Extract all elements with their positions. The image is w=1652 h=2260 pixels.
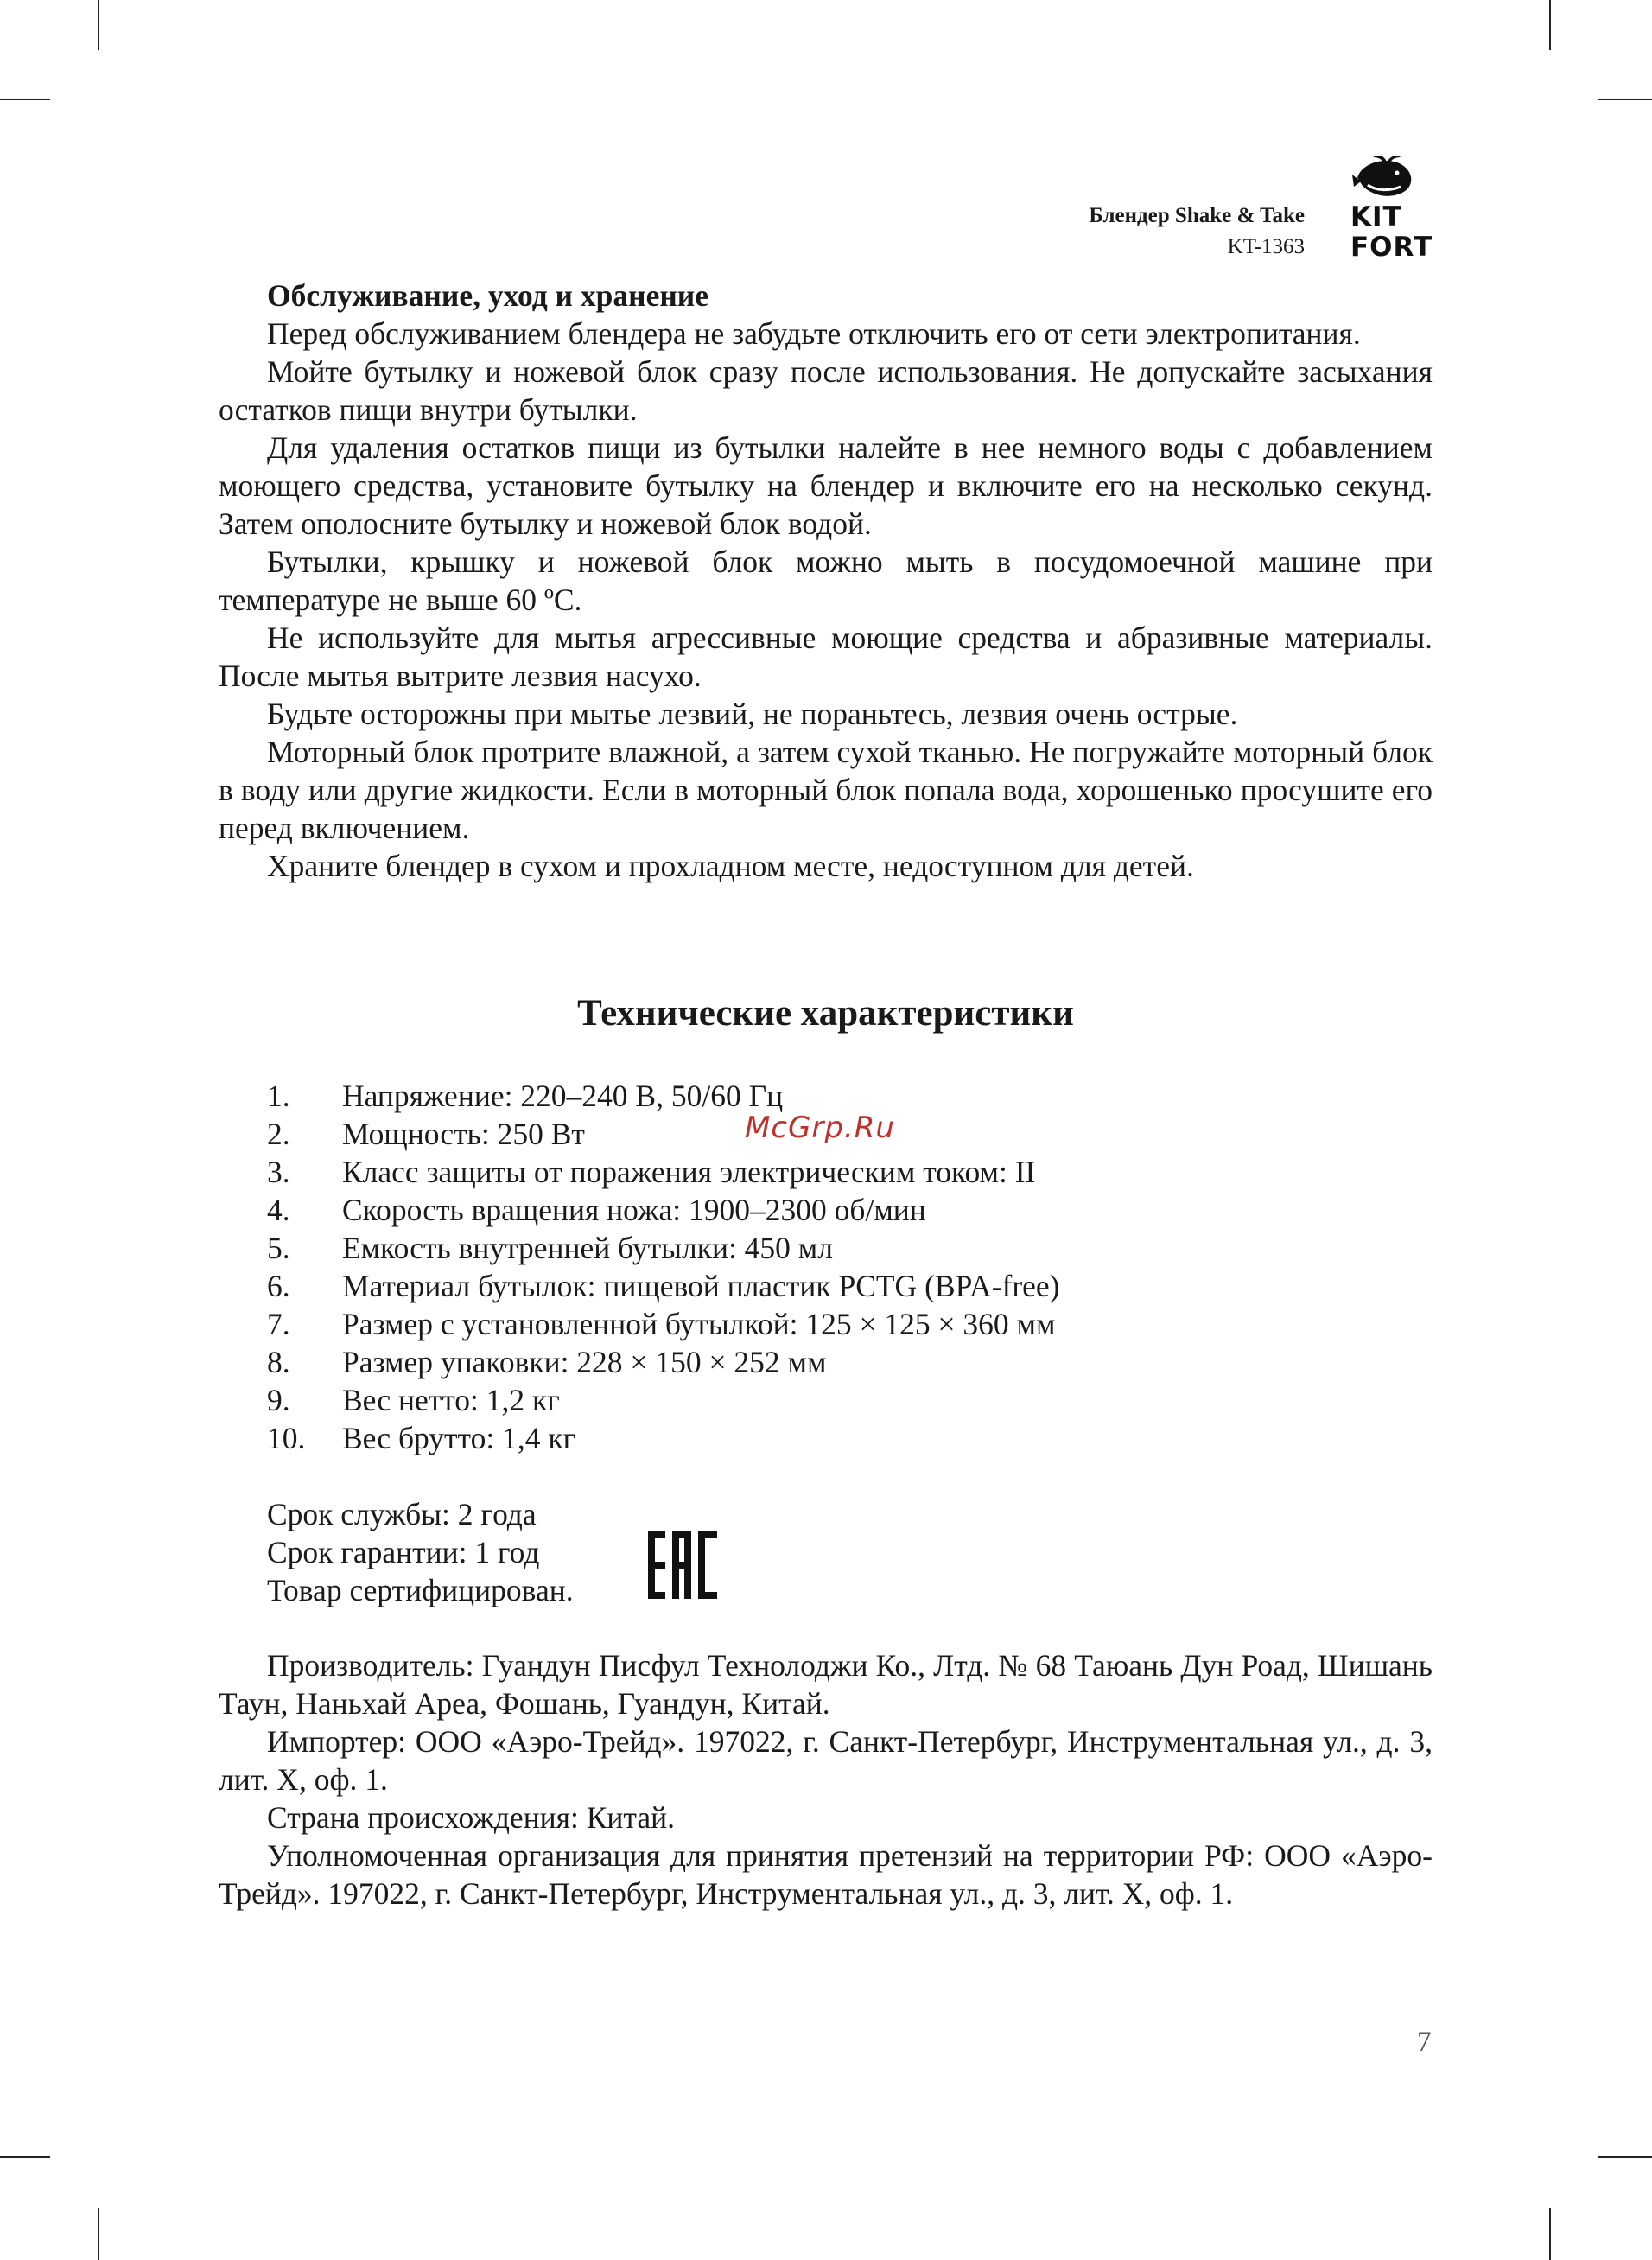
spec-item (267, 1343, 1060, 1381)
spec-item (267, 1305, 1060, 1343)
care-paragraph: Храните блендер в сухом и прохладном месте, недоступном для детей. (267, 849, 1194, 883)
spec-text: Вес брутто: 1,4 кг (342, 1421, 576, 1455)
authorized-org-text: Уполномоченная организация для принятия претензий на территории РФ: ООО «Аэро-Трейд». 197022, г. Санкт-Петербург, Инструментальная ул., д. 3, лит. Х, оф. 1. (219, 1838, 1433, 1911)
spec-text: Емкость внутренней бутылки: 450 мл (342, 1231, 833, 1265)
service-block (267, 1495, 574, 1609)
spec-text: Вес нетто: 1,2 кг (342, 1383, 560, 1417)
care-section (219, 277, 1433, 885)
kitfort-logo (1350, 152, 1437, 261)
importer-text: Импортер: ООО «Аэро-Трейд». 197022, г. Санкт-Петербург, Инструментальная ул., д. 3, лит. Х, оф. 1. (219, 1724, 1433, 1797)
product-model: KT-1363 (1227, 235, 1305, 258)
crop-mark (98, 2208, 99, 2260)
warranty-period: Срок гарантии: 1 год (267, 1535, 540, 1569)
spec-number: 3. (267, 1155, 290, 1189)
eac-certification-icon (646, 1530, 719, 1605)
spec-text: Размер упаковки: 228 × 150 × 252 мм (342, 1345, 827, 1379)
spec-item (267, 1191, 1060, 1229)
crop-mark (0, 2156, 50, 2158)
spec-item (267, 1077, 1060, 1115)
logo-text-kit: KIT (1350, 201, 1402, 232)
spec-text: Размер с установленной бутылкой: 125 × 125 × 360 мм (342, 1307, 1056, 1341)
spec-item (267, 1153, 1060, 1191)
product-title: Блендер Shake & Take (1089, 204, 1305, 227)
certified-note: Товар сертифицирован. (267, 1573, 574, 1607)
spec-number: 2. (267, 1117, 290, 1151)
spec-item (267, 1381, 1060, 1419)
spec-number: 4. (267, 1193, 290, 1227)
spec-number: 1. (267, 1079, 290, 1113)
service-life: Срок службы: 2 года (267, 1497, 537, 1531)
spec-item (267, 1229, 1060, 1267)
spec-text: Скорость вращения ножа: 1900–2300 об/мин (342, 1193, 926, 1227)
spec-number: 7. (267, 1307, 290, 1341)
spec-number: 5. (267, 1231, 290, 1265)
specs-title: Технические характеристики (577, 993, 1074, 1034)
care-paragraph: Бутылки, крышку и ножевой блок можно мыть в посудомоечной машине при температуре не выше 60 ºС. (219, 544, 1433, 617)
spec-text: Класс защиты от поражения электрическим током: II (342, 1155, 1036, 1189)
spec-number: 10. (267, 1421, 306, 1455)
crop-mark (1549, 0, 1551, 50)
care-paragraph: Для удаления остатков пищи из бутылки налейте в нее немного воды с добавлением моющего средства, установите бутылку на блендер и включите его на несколько секунд. Затем ополосните бутылку и ножевой блок водой. (219, 430, 1433, 541)
crop-mark (1549, 2208, 1551, 2260)
crop-mark (1598, 2156, 1652, 2158)
care-paragraph: Моторный блок протрите влажной, а затем сухой тканью. Не погружайте моторный блок в воду или другие жидкости. Если в моторный блок попала вода, хорошенько просушите его перед включением. (219, 735, 1433, 845)
spec-text: Материал бутылок: пищевой пластик PCTG (BPA-free) (342, 1269, 1060, 1303)
page-header (1089, 201, 1305, 263)
care-heading: Обслуживание, уход и хранение (267, 278, 709, 313)
spec-item (267, 1267, 1060, 1305)
spec-text: Напряжение: 220–240 В, 50/60 Гц (342, 1079, 784, 1113)
crop-mark (1598, 99, 1652, 100)
whale-icon (1352, 152, 1418, 201)
care-paragraph: Не используйте для мытья агрессивные моющие средства и абразивные материалы. После мытья вытрите лезвия насухо. (219, 621, 1433, 693)
logo-text-fort: FORT (1350, 232, 1433, 263)
crop-mark (98, 0, 99, 50)
care-paragraph: Перед обслуживанием блендера не забудьте отключить его от сети электропитания. (267, 316, 1361, 351)
specs-list (267, 1077, 1060, 1457)
care-paragraph: Мойте бутылку и ножевой блок сразу после использования. Не допускайте засыхания остатков пищи внутри бутылки. (219, 354, 1433, 427)
spec-number: 6. (267, 1269, 290, 1303)
spec-item (267, 1115, 1060, 1153)
crop-mark (0, 99, 50, 100)
watermark: McGrp.Ru (745, 1111, 895, 1145)
spec-number: 9. (267, 1383, 290, 1417)
origin-text: Страна происхождения: Китай. (267, 1800, 676, 1835)
manufacturer-info (219, 1646, 1433, 1913)
page-number: 7 (1417, 2027, 1432, 2058)
care-paragraph: Будьте осторожны при мытье лезвий, не пораньтесь, лезвия очень острые. (267, 697, 1238, 731)
spec-text: Мощность: 250 Вт (342, 1117, 585, 1151)
producer-text: Производитель: Гуандун Писфул Технолоджи Ко., Лтд. № 68 Таюань Дун Роад, Шишань Таун, Наньхай Ареа, Фошань, Гуандун, Китай. (219, 1648, 1433, 1721)
spec-item (267, 1419, 1060, 1457)
spec-number: 8. (267, 1345, 290, 1379)
